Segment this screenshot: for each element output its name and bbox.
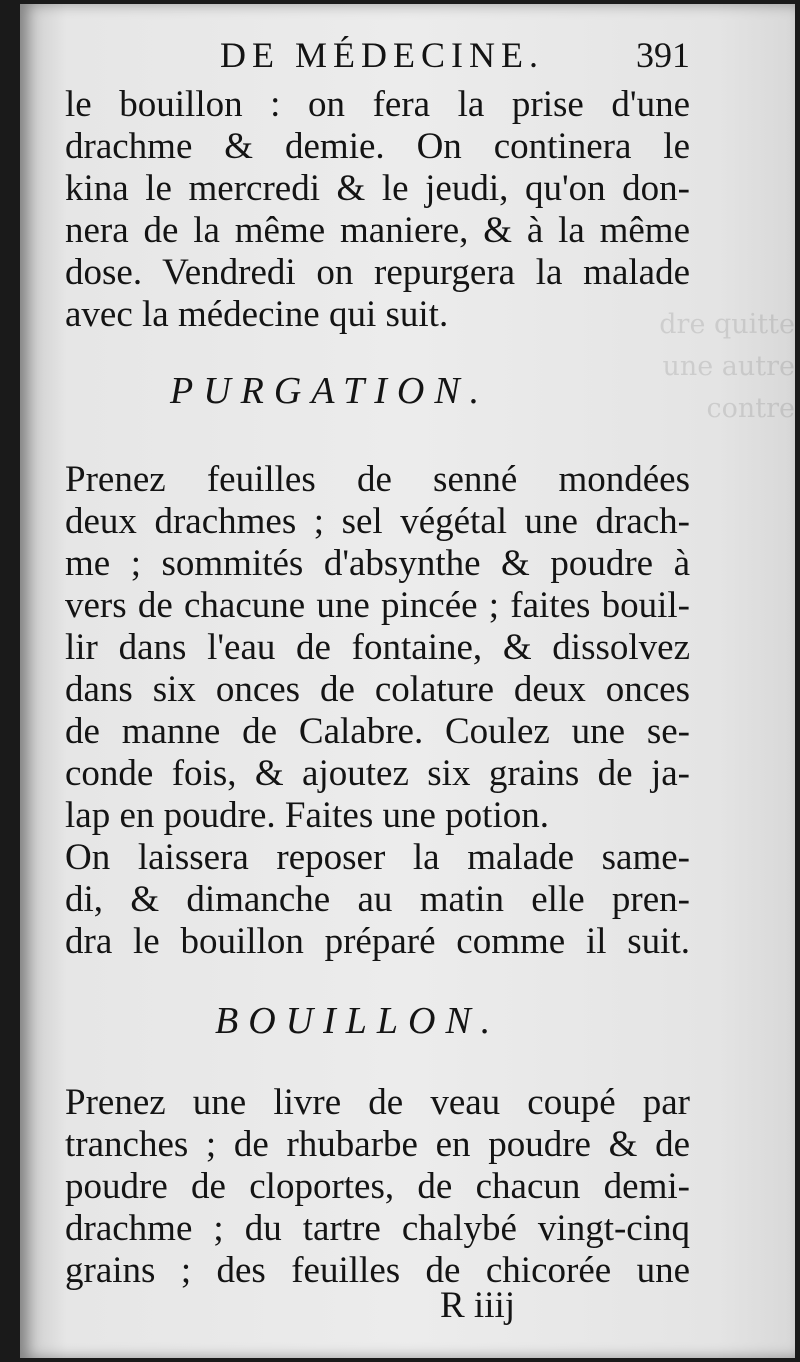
page-number: 391 [636,35,690,75]
text-line: kina le mercredi & le jeudi, qu'on don- [65,168,690,209]
catchword-signature: R iiij [440,1285,516,1326]
text-line: de manne de Calabre. Coulez une se- [65,711,690,752]
text-line: me ; sommités d'absynthe & poudre à [65,543,690,584]
text-line: vers de chacune une pincée ; faites bouil- [65,585,690,626]
paragraph-block-1 [65,84,690,336]
book-page [20,4,795,1358]
section-heading-bouillon: BOUILLON. [215,1000,501,1042]
running-header [65,34,690,84]
text-line: avec la médecine qui suit. [65,294,449,335]
running-title: DE MÉDECINE. [220,35,544,75]
text-line: dra le bouillon préparé comme il suit. [65,921,690,962]
text-line: deux drachmes ; sel végétal une drach- [65,501,690,542]
text-line: Prenez feuilles de senné mondées [65,459,690,500]
text-line: On laissera reposer la malade same- [65,837,690,878]
text-line: grains ; des feuilles de chicorée une [65,1250,690,1291]
text-line: drachme ; du tartre chalybé vingt-cinq [65,1208,690,1249]
text-line: dans six onces de colature deux onces [65,669,690,710]
paragraph-block-3 [65,1082,690,1292]
text-line: lap en poudre. Faites une potion. [65,795,549,836]
text-line: conde fois, & ajoutez six grains de ja- [65,753,690,794]
text-line: lir dans l'eau de fontaine, & dissolvez [65,627,690,668]
text-line: Prenez une livre de veau coupé par [65,1082,690,1123]
text-line: drachme & demie. On continera le [65,126,690,167]
text-line: tranches ; de rhubarbe en poudre & de [65,1124,690,1165]
text-line: nera de la même maniere, & à la même [65,210,690,251]
text-line: dose. Vendredi on repurgera la malade [65,252,690,293]
bleed-through-text: dre quitte une autre contre [659,309,795,424]
section-heading-purgation: PURGATION. [170,370,490,412]
text-line: di, & dimanche au matin elle pren- [65,879,690,920]
text-line: poudre de cloportes, de chacun demi- [65,1166,690,1207]
paragraph-block-2 [65,459,690,963]
text-line: le bouillon : on fera la prise d'une [65,84,690,125]
